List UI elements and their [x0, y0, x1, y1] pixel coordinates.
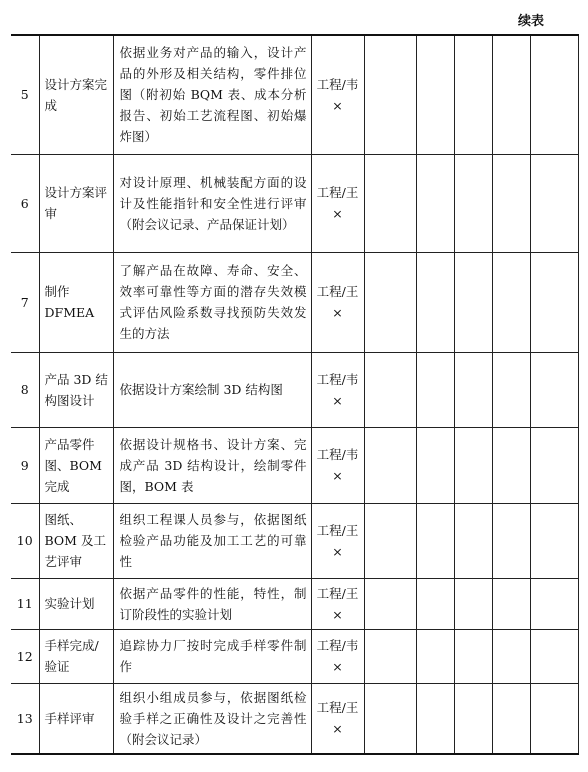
empty-cell [416, 683, 454, 754]
table-row [11, 683, 578, 754]
empty-cell [364, 427, 416, 503]
empty-cell [492, 252, 530, 352]
empty-cell [492, 352, 530, 427]
task-name: 制作 DFMEA [39, 252, 113, 352]
row-number: 10 [11, 503, 39, 578]
task-description: 了解产品在故障、寿命、安全、效率可靠性等方面的潜存失效模式评估风险系数寻找预防失效发生的方法 [113, 252, 311, 352]
task-name: 实验计划 [39, 578, 113, 629]
empty-cell [492, 427, 530, 503]
empty-cell [530, 629, 578, 683]
task-name: 图纸、BOM 及工艺评审 [39, 503, 113, 578]
empty-cell [364, 35, 416, 154]
empty-cell [454, 578, 492, 629]
empty-cell [492, 578, 530, 629]
task-name: 手样完成/验证 [39, 629, 113, 683]
empty-cell [364, 352, 416, 427]
empty-cell [530, 154, 578, 252]
empty-cell [416, 352, 454, 427]
empty-cell [492, 154, 530, 252]
empty-cell [492, 683, 530, 754]
schedule-table [11, 34, 579, 755]
task-owner: 工程/韦× [311, 629, 364, 683]
empty-cell [364, 578, 416, 629]
table-row [11, 427, 578, 503]
task-owner: 工程/韦× [311, 352, 364, 427]
empty-cell [416, 503, 454, 578]
empty-cell [530, 427, 578, 503]
empty-cell [454, 252, 492, 352]
row-number: 7 [11, 252, 39, 352]
empty-cell [416, 578, 454, 629]
task-owner: 工程/王× [311, 154, 364, 252]
table-row [11, 352, 578, 427]
task-description: 依据设计规格书、设计方案、完成产品 3D 结构设计，绘制零件图，BOM 表 [113, 427, 311, 503]
empty-cell [454, 427, 492, 503]
empty-cell [364, 629, 416, 683]
row-number: 9 [11, 427, 39, 503]
task-owner: 工程/王× [311, 503, 364, 578]
empty-cell [454, 154, 492, 252]
row-number: 13 [11, 683, 39, 754]
empty-cell [454, 35, 492, 154]
empty-cell [492, 35, 530, 154]
empty-cell [454, 629, 492, 683]
table-row [11, 154, 578, 252]
task-name: 产品零件图、BOM 完成 [39, 427, 113, 503]
empty-cell [416, 252, 454, 352]
continued-label: 续表 [517, 14, 544, 29]
table-row [11, 252, 578, 352]
empty-cell [492, 503, 530, 578]
empty-cell [492, 629, 530, 683]
empty-cell [416, 154, 454, 252]
task-owner: 工程/王× [311, 252, 364, 352]
row-number: 5 [11, 35, 39, 154]
table-row [11, 629, 578, 683]
empty-cell [416, 35, 454, 154]
task-description: 对设计原理、机械装配方面的设计及性能指针和安全性进行评审（附会议记录、产品保证计划） [113, 154, 311, 252]
empty-cell [530, 352, 578, 427]
task-description: 依据设计方案绘制 3D 结构图 [113, 352, 311, 427]
task-owner: 工程/王× [311, 578, 364, 629]
task-description: 组织小组成员参与，依据图纸检验手样之正确性及设计之完善性（附会议记录） [113, 683, 311, 754]
empty-cell [454, 683, 492, 754]
task-owner: 工程/韦× [311, 427, 364, 503]
table-row [11, 503, 578, 578]
empty-cell [454, 503, 492, 578]
empty-cell [530, 252, 578, 352]
empty-cell [530, 503, 578, 578]
row-number: 12 [11, 629, 39, 683]
table-row [11, 578, 578, 629]
row-number: 8 [11, 352, 39, 427]
empty-cell [364, 154, 416, 252]
empty-cell [530, 578, 578, 629]
table-row [11, 35, 578, 154]
empty-cell [364, 252, 416, 352]
row-number: 11 [11, 578, 39, 629]
row-number: 6 [11, 154, 39, 252]
task-name: 设计方案完成 [39, 35, 113, 154]
empty-cell [364, 503, 416, 578]
empty-cell [530, 683, 578, 754]
task-name: 手样评审 [39, 683, 113, 754]
task-owner: 工程/王× [311, 683, 364, 754]
task-description: 组织工程课人员参与，依据图纸检验产品功能及加工工艺的可靠性 [113, 503, 311, 578]
empty-cell [364, 683, 416, 754]
task-owner: 工程/韦× [311, 35, 364, 154]
task-description: 追踪协力厂按时完成手样零件制作 [113, 629, 311, 683]
task-name: 设计方案评审 [39, 154, 113, 252]
task-description: 依据业务对产品的输入，设计产品的外形及相关结构，零件排位图（附初始 BQM 表、成本分析报告、初始工艺流程图、初始爆炸图） [113, 35, 311, 154]
empty-cell [416, 629, 454, 683]
empty-cell [454, 352, 492, 427]
empty-cell [530, 35, 578, 154]
task-name: 产品 3D 结构图设计 [39, 352, 113, 427]
empty-cell [416, 427, 454, 503]
task-description: 依据产品零件的性能，特性，制订阶段性的实验计划 [113, 578, 311, 629]
